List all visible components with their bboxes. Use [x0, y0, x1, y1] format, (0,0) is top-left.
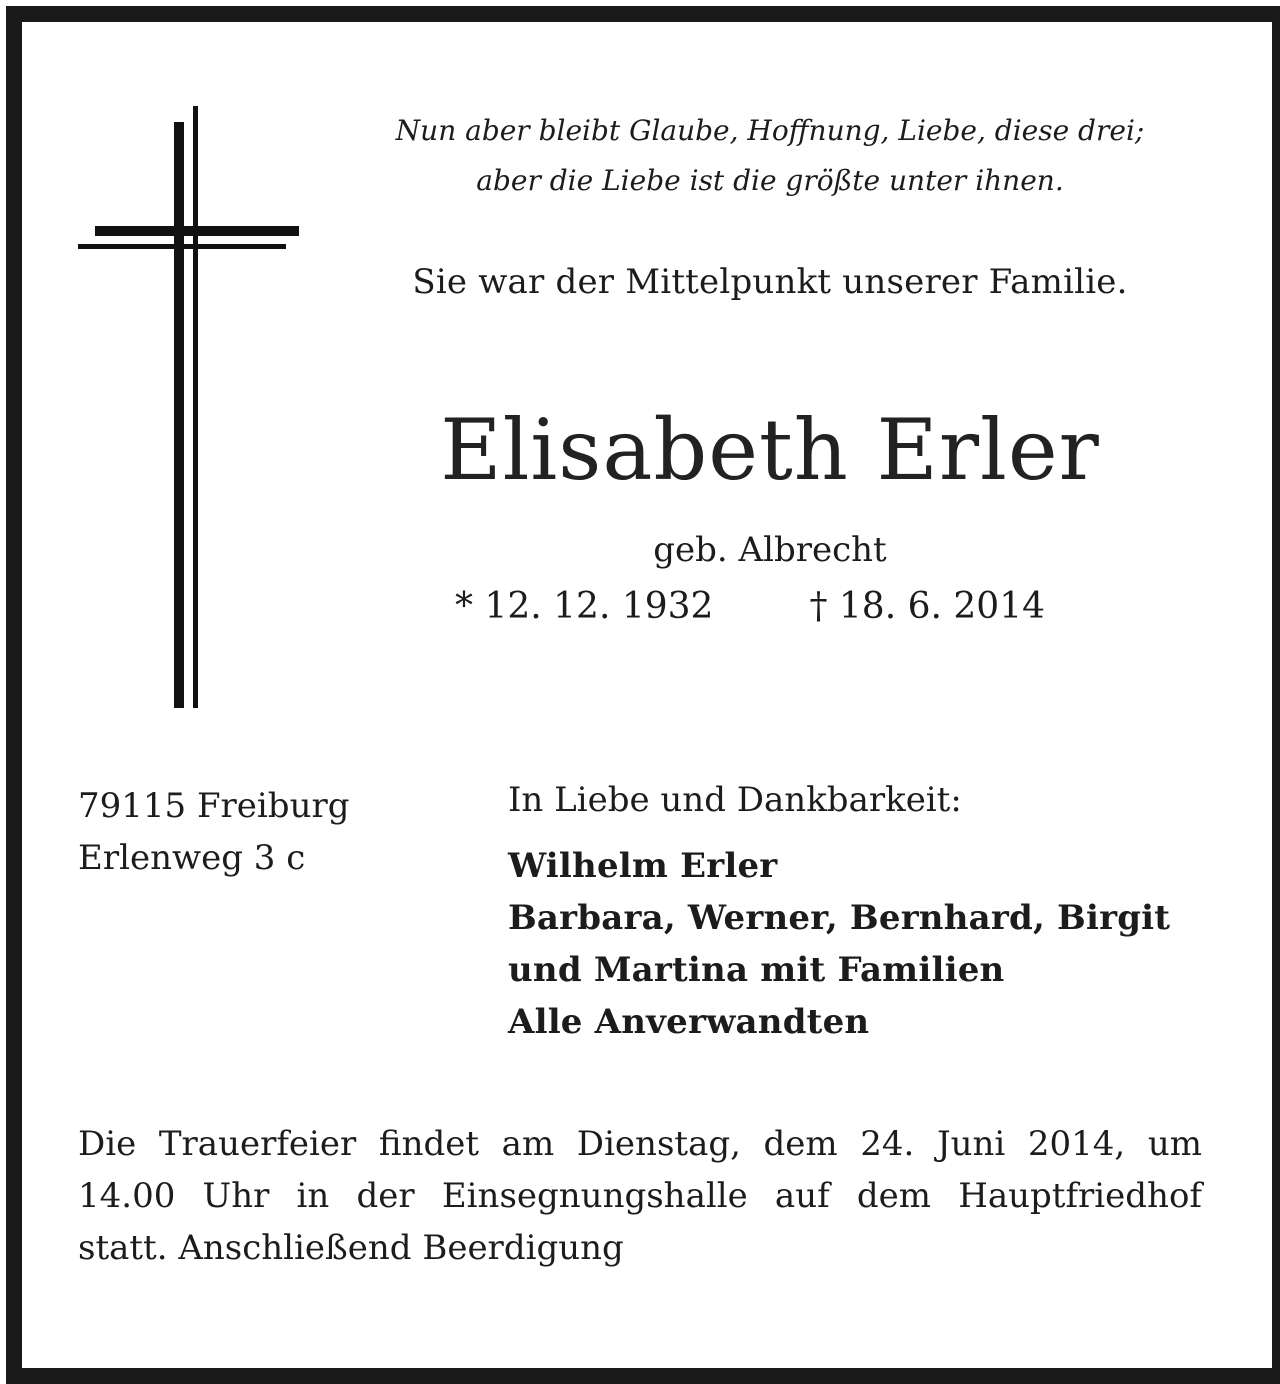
bible-verse-line-2: aber die Liebe ist die größte unter ihnen. — [476, 164, 1064, 197]
address — [78, 780, 350, 884]
address-line-2: Erlenweg 3 c — [78, 838, 306, 878]
deceased-name: Elisabeth Erler — [440, 401, 1100, 499]
death-date: † 18. 6. 2014 — [809, 586, 1045, 627]
mourners-list — [508, 840, 1170, 1048]
bible-verse — [360, 106, 1180, 206]
mourner-line: und Martina mit Familien — [508, 950, 1005, 990]
mourner-line: Barbara, Werner, Bernhard, Birgit — [508, 898, 1171, 938]
funeral-line-2: 14.00 Uhr in der Einsegnungshalle auf dem Hauptfriedhof — [78, 1176, 1202, 1216]
address-line-1: 79115 Freiburg — [78, 786, 350, 826]
mourners-intro: In Liebe und Dankbarkeit: — [508, 780, 962, 820]
birth-date: * 12. 12. 1932 — [455, 586, 714, 627]
funeral-line-1: Die Trauerfeier findet am Dienstag, dem 24. Juni 2014, um — [78, 1124, 1202, 1164]
birth-name: geb. Albrecht — [653, 530, 887, 570]
funeral-line-3: statt. Anschließend Beerdigung — [78, 1228, 624, 1268]
mourner-line: Alle Anverwandten — [508, 1002, 870, 1042]
funeral-notice — [78, 1118, 1202, 1274]
bible-verse-line-1: Nun aber bleibt Glaube, Hoffnung, Liebe, diese drei; — [395, 114, 1145, 147]
mourner-line: Wilhelm Erler — [508, 846, 778, 886]
life-dates — [455, 586, 1045, 627]
tagline: Sie war der Mittelpunkt unserer Familie. — [412, 262, 1128, 302]
